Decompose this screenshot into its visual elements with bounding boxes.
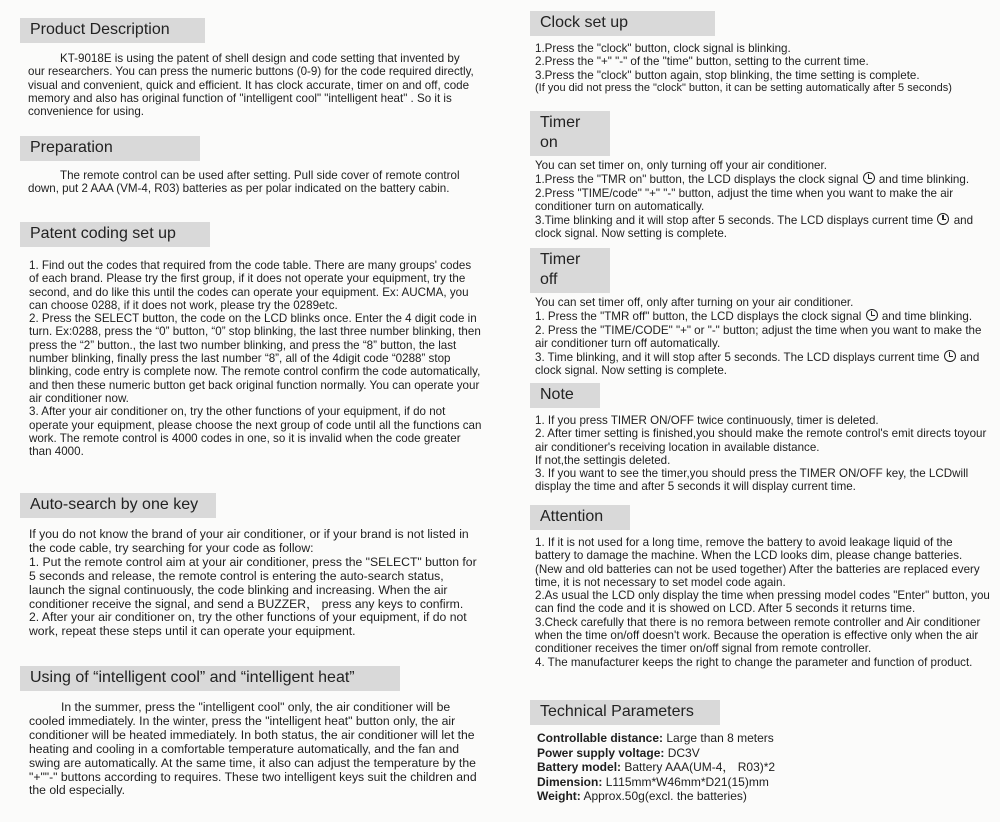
auto-search-step-2: 2. After your air conditioner on, try the other functions of your equipment, if do not work, repeat these steps until it can operate your equipment.	[29, 610, 467, 639]
timer-on-intro: You can set timer on, only turning off your air conditioner.	[535, 159, 827, 172]
auto-search-text	[20, 528, 479, 639]
patent-step-3: 3. After your air conditioner on, try the other functions of your equipment, if do not operate your equipment, please choose the next group of code until all the functions can work. The remote control is 4000 codes in one, so it is invalid when the code greater than 4000.	[29, 405, 482, 459]
patent-coding-heading: Patent coding set up	[20, 222, 210, 247]
tech-row-battery: Battery model: Battery AAA(UM-4， R03)*2	[537, 760, 776, 774]
note-heading: Note	[530, 383, 600, 408]
note-item-2: 2. After timer setting is finished,you should make the remote control's emit directs toyour air conditioner's receiving location in available distance.	[535, 427, 987, 454]
timer-off-heading: Timer off	[530, 248, 610, 293]
auto-search-heading: Auto-search by one key	[20, 493, 216, 518]
technical-parameters-list	[530, 731, 990, 804]
tech-row-dimension: Dimension: L115mm*W46mm*D21(15)mm	[537, 774, 769, 789]
timer-on-heading: Timer on	[530, 111, 610, 156]
attention-text	[530, 536, 990, 669]
attention-item-4: 4. The manufacturer keeps the right to change the parameter and function of product.	[535, 655, 973, 669]
note-item-2b: If not,the settingis deleted.	[535, 453, 671, 467]
clock-step-2: 2.Press the "+" "-" of the "time" button, setting to the current time.	[535, 55, 869, 69]
clock-signal-icon	[866, 309, 878, 321]
auto-search-section	[20, 493, 490, 639]
clock-step-1: 1.Press the "clock" button, clock signal is blinking.	[535, 42, 791, 55]
clock-setup-section	[530, 11, 990, 95]
clock-signal-icon	[863, 172, 875, 184]
patent-coding-text	[20, 259, 484, 458]
attention-heading: Attention	[530, 505, 630, 530]
preparation-section	[20, 136, 490, 196]
auto-search-step-1: 1. Put the remote control aim at your air conditioner, press the "SELECT" button for 5 seconds and release, the remote control is entering the auto-search status, launch the signal continuously, the code blinking and increasing. When the air conditioner receive the signal, and send a BUZZER， press any keys to confirm.	[29, 554, 477, 611]
note-item-1: 1. If you press TIMER ON/OFF twice continuously, timer is deleted.	[535, 414, 879, 427]
product-description-text: KT-9018E is using the patent of shell design and code setting that invented by our researchers. You can press the numeric buttons (0-9) for the code required directly, visual and convenient, quick and efficient. It has clock accurate, timer on and off, code memory and also has original function of "intelligent cool" "intelligent heat" . So it is convenience for using.	[28, 52, 474, 119]
attention-section	[530, 505, 990, 669]
patent-coding-section	[20, 222, 490, 458]
auto-search-intro: If you do not know the brand of your air conditioner, or if your brand is not listed in the code cable, try searching for your code as follow:	[29, 527, 469, 555]
technical-parameters-section	[530, 700, 990, 804]
intelligent-text: In the summer, press the "intelligent cool" only, the air conditioner will be cooled immediately. In the winter, press the "intelligent heat" button only, the air conditioner will be heated immediately. In both status, the air conditioner will let the heating and cooling in a comfortable temperature automatically, and the fan and swing are automatically. At the same time, it also can adjust the temperature by the "+""-" buttons according to requires. These two intelligent keys suit the children and the old especially.	[29, 700, 477, 798]
preparation-heading: Preparation	[20, 136, 200, 161]
clock-setup-heading: Clock set up	[530, 11, 715, 36]
product-description-section	[20, 18, 490, 118]
tech-row-distance: Controllable distance: Large than 8 meters	[537, 731, 774, 745]
timer-off-text	[530, 296, 990, 378]
patent-step-1: 1. Find out the codes that required from the code table. There are many groups' codes of each brand. Please try the first group, if it does not operate your equipment, try the second, and do like this until the codes can operate your equipment. Ex: AUCMA, you can choose 0288, if it does not work, please try the 0289etc.	[29, 259, 472, 312]
note-text	[530, 414, 990, 494]
preparation-text: The remote control can be used after setting. Pull side cover of remote control down, put 2 AAA (VM-4, R03) batteries as per polar indicated on the battery cabin.	[28, 169, 460, 196]
intelligent-section	[20, 666, 490, 798]
timer-off-step-2: 2. Press the "TIME/CODE" "+" or "-" button; adjust the time when you want to make the air conditioner turn off automatically.	[535, 323, 982, 350]
timer-on-step-2: 2.Press "TIME/code" "+" "-" button, adjust the time when you want to make the air conditioner turn on automatically.	[535, 186, 954, 213]
patent-step-2: 2. Press the SELECT button, the code on the LCD blinks once. Enter the 4 digit code in turn. Ex:0288, press the “0” button, “0” stop blinking, the last three number blinking, then press the “2” button., the last two number blinking, and press the “8” button, the last number blinking, finally press the last number “8”, all of the 4digit code “0288” stop blinking, code entry is complete now. The remote control confirm the code automatically, and then these numeric button get back original function normally. You can operate your air conditioner now.	[29, 312, 481, 405]
technical-parameters-heading: Technical Parameters	[530, 700, 720, 725]
tech-row-voltage: Power supply voltage: DC3V	[537, 745, 700, 760]
timer-off-step-1: 1. Press the "TMR off" button, the LCD displays the clock signal and time blinking.	[535, 310, 973, 324]
clock-setup-text	[530, 42, 993, 95]
clock-signal-icon	[944, 350, 956, 362]
timer-on-section	[530, 111, 990, 241]
timer-off-section	[530, 248, 990, 378]
product-description-heading: Product Description	[20, 18, 205, 43]
timer-on-text	[530, 159, 990, 241]
attention-item-2: 2.As usual the LCD only display the time when pressing model codes "Enter" button, you can find the code and it is showed on LCD. After 5 seconds it returns time.	[535, 589, 990, 616]
note-section	[530, 383, 990, 494]
attention-item-3: 3.Check carefully that there is no remora between remote controller and Air conditioner when the time on/off doesn't work. Because the operation is effective only when the air conditioner receives the timer on/off signal from remote controller.	[535, 615, 981, 656]
timer-on-step-3: 3.Time blinking and it will stop after 5 seconds. The LCD displays current time and clock signal. Now setting is complete.	[535, 214, 974, 241]
note-item-3: 3. If you want to see the timer,you should press the TIMER ON/OFF key, the LCDwill display the time and after 5 seconds it will display current time.	[535, 467, 969, 494]
timer-off-step-3: 3. Time blinking, and it will stop after 5 seconds. The LCD displays current time and clock signal. Now setting is complete.	[535, 351, 980, 378]
timer-on-step-1: 1.Press the "TMR on" button, the LCD displays the clock signal and time blinking.	[535, 173, 970, 187]
timer-off-intro: You can set timer off, only after turning on your air conditioner.	[535, 296, 854, 309]
tech-row-weight: Weight: Approx.50g(excl. the batteries)	[537, 789, 747, 803]
clock-signal-icon	[937, 213, 949, 225]
clock-step-note: (If you did not press the "clock" button, it can be setting automatically after 5 seconds)	[535, 81, 952, 94]
clock-step-3: 3.Press the "clock" button again, stop blinking, the time setting is complete.	[535, 68, 920, 82]
intelligent-heading: Using of “intelligent cool” and “intelligent heat”	[20, 666, 400, 691]
attention-item-1: 1. If it is not used for a long time, remove the battery to avoid leakage liquid of the battery to damage the machine. When the LCD looks dim, please change batteries. (New and old batteries can not be used together) After the batteries are replaced every time, it is not necessary to set model code again.	[535, 536, 980, 589]
